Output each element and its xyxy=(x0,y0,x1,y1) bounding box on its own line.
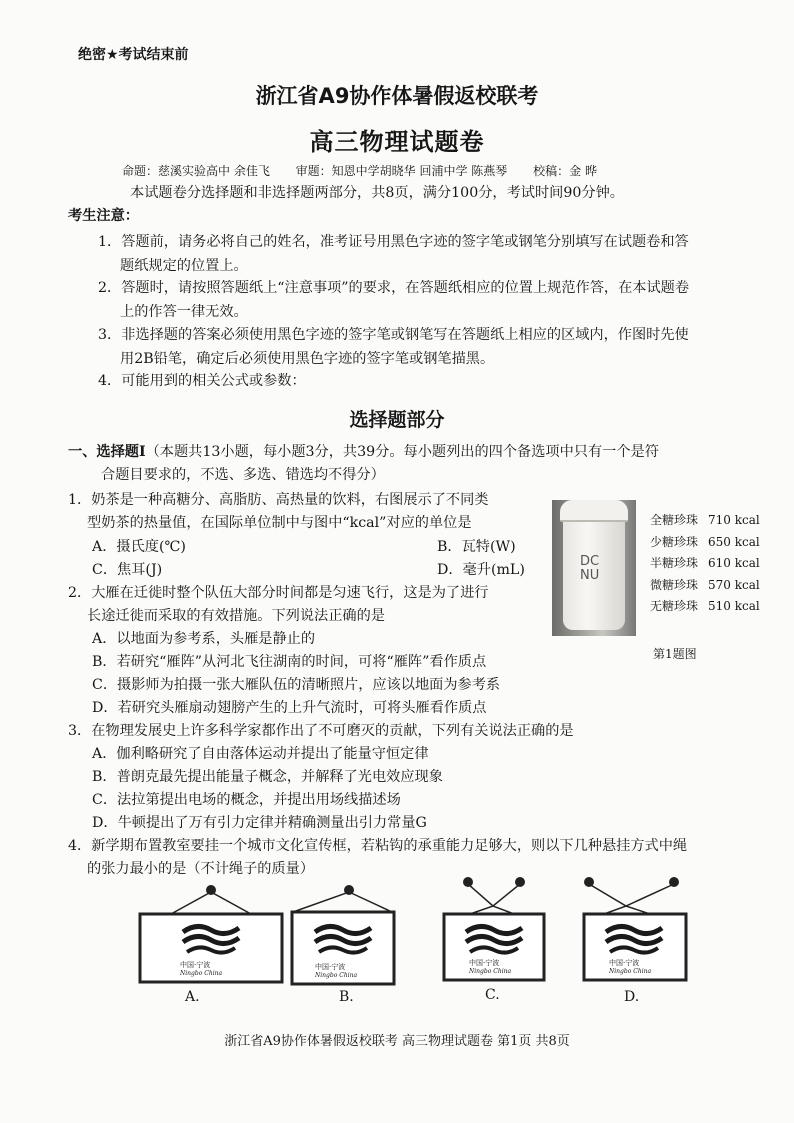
q2-option-d: D．若研究头雁扇动翅膀产生的上升气流时，可将头雁看作质点 xyxy=(92,700,487,716)
figure1-caption: 第1题图 xyxy=(653,647,697,661)
notice-item-1-cont: 题纸规定的位置上。 xyxy=(120,258,248,274)
q3-option-a: A．伽利略研究了自由落体运动并提出了能量守恒定律 xyxy=(92,746,429,762)
frame-b-text: 中国·宁波 xyxy=(315,963,346,971)
q1-stem-line2: 型奶茶的热量值，在国际单位制中与图中“kcal”对应的单位是 xyxy=(87,515,472,531)
q2-stem-line2: 长途迁徙而采取的有效措施。下列说法正确的是 xyxy=(87,608,385,624)
q2-option-c: C．摄影师为拍摄一张大雁队伍的清晰照片，应该以地面为参考系 xyxy=(92,677,501,693)
frame-b-subtext: Ningbo China xyxy=(315,972,358,979)
q3-stem: 3．在物理发展史上许多科学家都作出了不可磨灭的贡献，下列有关说法正确的是 xyxy=(68,723,574,739)
part1-desc-line1: （本题共13小题，每小题3分，共39分。每小题列出的四个备选项中只有一个是符 xyxy=(145,444,659,460)
notice-item-2: 2．答题时，请按照答题纸上“注意事项”的要求，在答题纸相应的位置上规范作答，在本试题卷 xyxy=(98,280,690,296)
cup-logo: DCNU xyxy=(580,554,600,583)
intro-text: 本试题卷分选择题和非选择题两部分，共8页，满分100分，考试时间90分钟。 xyxy=(130,185,624,201)
frame-c-text: 中国·宁波 xyxy=(469,959,500,967)
credits-line xyxy=(122,162,619,179)
paper-title: 高三物理试题卷 xyxy=(309,128,485,156)
calorie-row: 全糖珍珠 710 kcal xyxy=(650,513,760,527)
credit-reviewer: 审题：知恩中学胡晓华 回浦中学 陈燕琴 xyxy=(295,164,508,178)
notice-item-4: 4．可能用到的相关公式或参数： xyxy=(98,373,306,389)
part1-desc xyxy=(68,442,659,462)
frame-a-text: 中国·宁波 xyxy=(180,961,211,969)
q3-option-d: D．牛顿提出了万有引力定律并精确测量出引力常量G xyxy=(92,815,427,831)
page-footer: 浙江省A9协作体暑假返校联考 高三物理试题卷 第1页 共8页 xyxy=(224,1034,570,1049)
confidential-mark: 绝密★考试结束前 xyxy=(78,47,189,63)
notice-heading: 考生注意： xyxy=(68,208,139,224)
q2-stem-line1: 2．大雁在迁徙时整个队伍大部分时间都是匀速飞行，这是为了进行 xyxy=(68,585,489,601)
calorie-list xyxy=(650,510,760,618)
notice-item-3-cont: 用2B铅笔，确定后必须使用黑色字迹的签字笔或钢笔描黑。 xyxy=(120,351,495,367)
notice-item-3: 3．非选择题的答案必须使用黑色字迹的签字笔或钢笔写在答题纸上相应的区域内，作图时先使 xyxy=(98,327,689,343)
q2-option-b: B．若研究“雁阵”从河北飞往湖南的时间，可将“雁阵”看作质点 xyxy=(92,654,487,670)
q1-option-d: D．毫升(mL) xyxy=(437,562,525,578)
calorie-row: 半糖珍珠 610 kcal xyxy=(650,556,760,570)
frame-option-a xyxy=(140,885,282,982)
hanging-frames-figure xyxy=(0,870,794,1020)
q4-stem-line2: 的张力最小的是（不计绳子的质量） xyxy=(87,861,315,877)
q2-option-a: A．以地面为参考系，头雁是静止的 xyxy=(92,631,316,647)
q4-label-c: C. xyxy=(485,987,500,1003)
q4-label-d: D. xyxy=(624,989,640,1005)
q3-option-c: C．法拉第提出电场的概念，并提出用场线描述场 xyxy=(92,792,401,808)
calorie-row: 微糖珍珠 570 kcal xyxy=(650,577,760,592)
q1-stem-line1: 1．奶茶是一种高糖分、高脂肪、高热量的饮料，右图展示了不同类 xyxy=(68,492,489,508)
section-title: 选择题部分 xyxy=(349,409,445,431)
q4-label-a: A. xyxy=(185,989,200,1005)
frame-d-text: 中国·宁波 xyxy=(609,959,640,967)
calorie-row: 少糖珍珠 650 kcal xyxy=(650,534,760,549)
credit-proof: 校稿：金 晔 xyxy=(533,164,597,178)
credit-author: 命题：慈溪实验高中 余佳飞 xyxy=(122,164,270,178)
calorie-row: 无糖珍珠 510 kcal xyxy=(650,599,760,613)
cup-lid xyxy=(560,500,628,522)
q1-option-c: C．焦耳(J) xyxy=(92,562,163,578)
q1-option-b: B．瓦特(W) xyxy=(437,539,516,555)
notice-item-1: 1．答题前，请务必将自己的姓名，准考证号用黑色字迹的签字笔或钢笔分别填写在试题卷和答 xyxy=(98,234,689,250)
q3-option-b: B．普朗克最先提出能量子概念，并解释了光电效应现象 xyxy=(92,769,443,785)
frame-c-subtext: Ningbo China xyxy=(469,968,512,975)
milk-tea-photo xyxy=(552,500,636,636)
q4-stem-line1: 4．新学期布置教室要挂一个城市文化宣传框，若粘钩的承重能力足够大，则以下几种悬挂方式中绳 xyxy=(68,838,688,854)
frame-d-subtext: Ningbo China xyxy=(609,968,652,975)
part1-label: 一、选择题Ⅰ xyxy=(68,444,146,460)
q1-option-a: A．摄氏度(℃) xyxy=(92,539,186,555)
exam-title: 浙江省A9协作体暑假返校联考 xyxy=(255,84,539,108)
part1-desc-line2: 合题目要求的，不选、多选、错选均不得分） xyxy=(101,467,385,483)
notice-item-2-cont: 上的作答一律无效。 xyxy=(120,304,248,320)
q4-label-b: B. xyxy=(339,989,354,1005)
frame-a-subtext: Ningbo China xyxy=(180,970,223,977)
